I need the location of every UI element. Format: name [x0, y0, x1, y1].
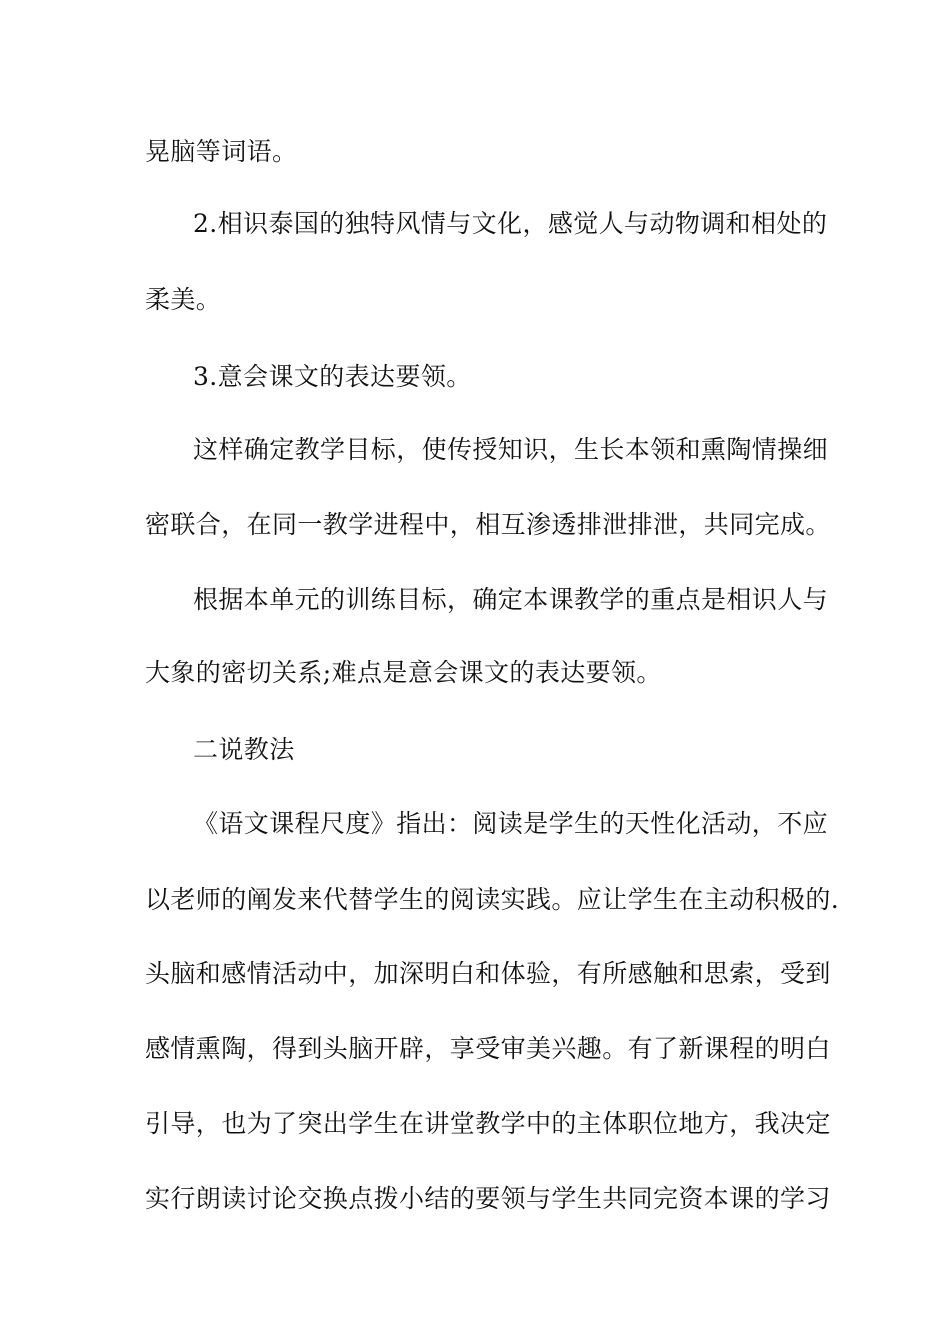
text-line-2: 2.相识泰国的独特风情与文化，感觉人与动物调和相处的: [193, 209, 828, 238]
text-line-5: 这样确定教学目标，使传授知识，生长本领和熏陶情操细: [193, 435, 829, 464]
text-line-3: 柔美。: [145, 285, 222, 314]
text-line-8: 大象的密切关系;难点是意会课文的表达要领。: [145, 658, 662, 687]
text-line-10: 《语文课程尺度》指出：阅读是学生的天性化活动，不应: [193, 809, 829, 838]
text-line-14: 引导，也为了突出学生在讲堂教学中的主体职位地方，我决定: [145, 1109, 831, 1138]
text-line-15: 实行朗读讨论交换点拨小结的要领与学生共同完资本课的学习: [145, 1184, 831, 1213]
text-line-1: 晃脑等词语。: [145, 137, 298, 166]
text-line-11: 以老师的阐发来代替学生的阅读实践。应让学生在主动积极的.: [145, 885, 840, 914]
text-line-13: 感情熏陶，得到头脑开辟，享受审美兴趣。有了新课程的明白: [145, 1034, 831, 1063]
text-line-12: 头脑和感情活动中，加深明白和体验，有所感触和思索，受到: [145, 959, 831, 988]
text-line-6: 密联合，在同一教学进程中，相互渗透排泄排泄，共同完成。: [145, 510, 831, 539]
section-heading: 二说教法: [193, 735, 295, 764]
text-line-4: 3.意会课文的表达要领。: [193, 362, 472, 391]
text-line-7: 根据本单元的训练目标，确定本课教学的重点是相识人与: [193, 585, 829, 614]
